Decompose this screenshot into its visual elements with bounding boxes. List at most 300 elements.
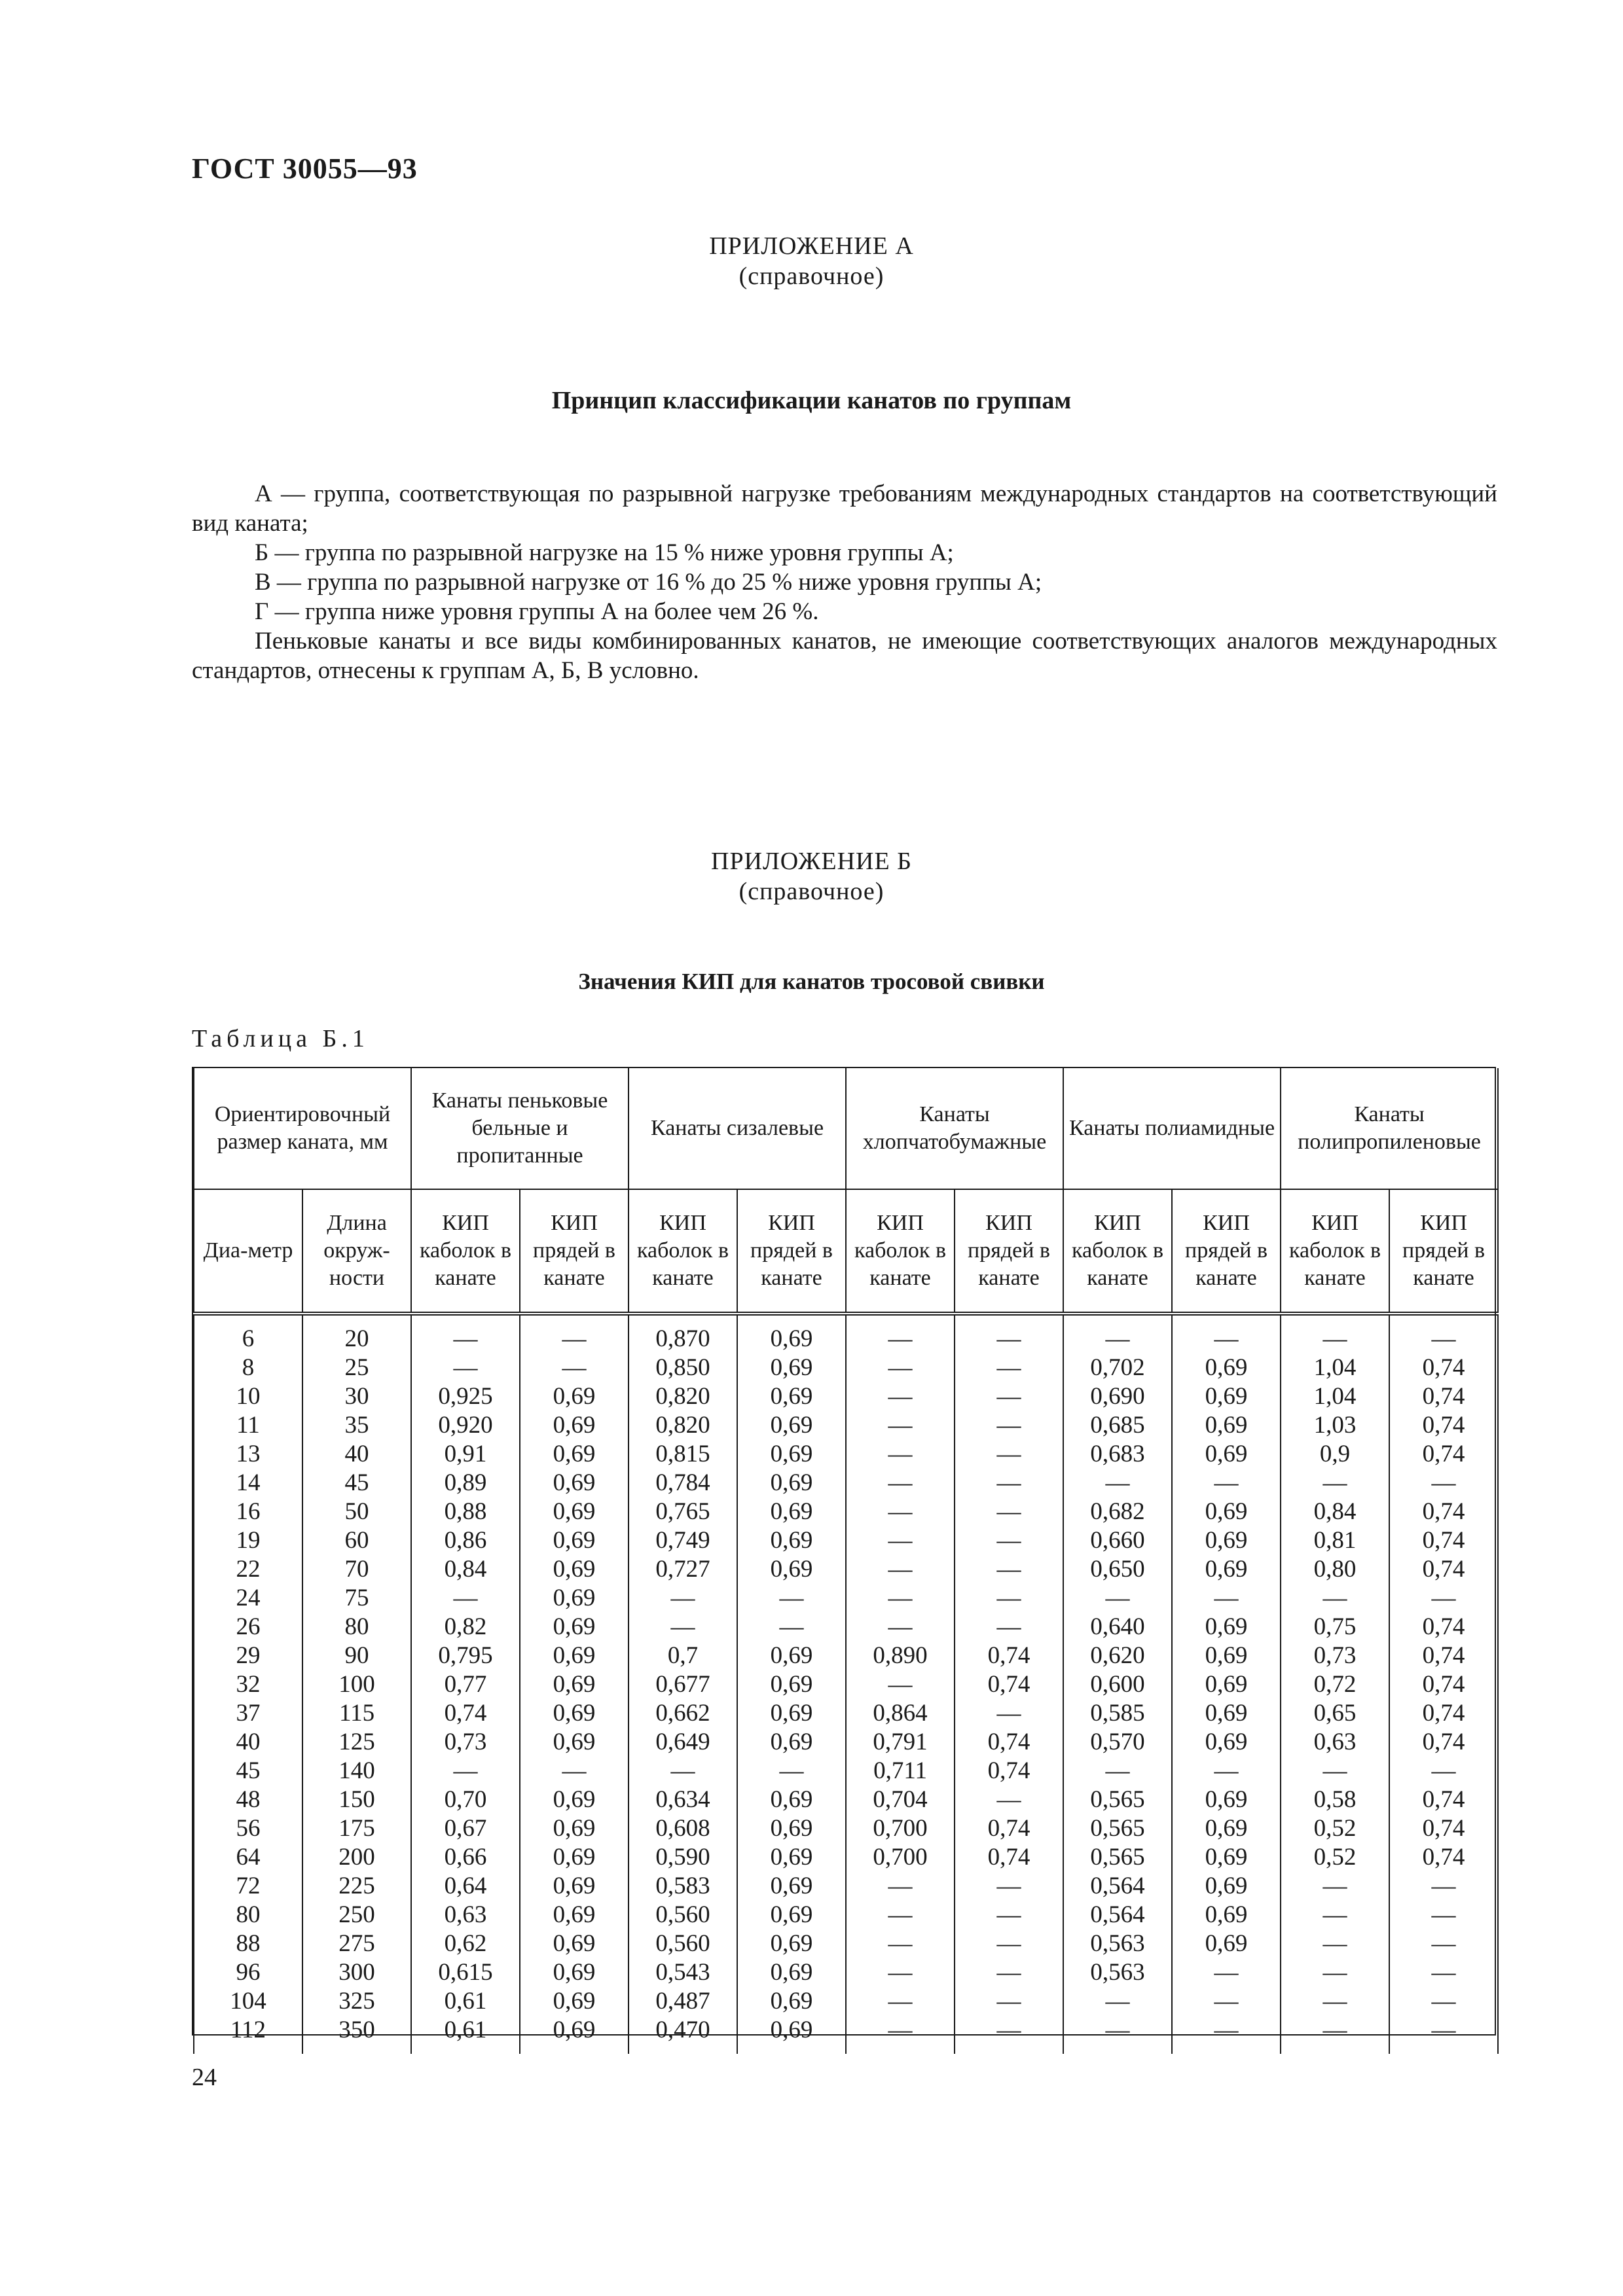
table-cell: 0,69: [737, 2016, 846, 2045]
paragraph: А — группа, соответствующая по разрывной нагрузке требованиям международных стандартов на соответствующий вид каната;: [192, 480, 1497, 537]
table-cell: —: [411, 1354, 520, 1382]
appendix-a-subtitle: (справочное): [739, 262, 884, 290]
table-cell: 0,69: [1172, 1555, 1281, 1584]
table-cell: 80: [194, 1901, 302, 1929]
table-cell: 0,727: [629, 1555, 737, 1584]
table-row: [194, 1958, 1498, 1987]
table-cell: 0,69: [520, 1555, 629, 1584]
table-cell: 0,64: [411, 1872, 520, 1901]
table-cell: 0,662: [629, 1699, 737, 1728]
table-cell: —: [955, 1411, 1063, 1440]
table-row: [194, 1641, 1498, 1670]
table-spacer-cell: [194, 1314, 302, 1325]
table-cell: —: [846, 1440, 955, 1469]
table-cell: —: [411, 1325, 520, 1354]
table-cell: —: [846, 1498, 955, 1526]
table-cell: 0,563: [1063, 1929, 1172, 1958]
table-cell: 0,74: [1389, 1641, 1498, 1670]
table-cell: 0,820: [629, 1411, 737, 1440]
table-spacer-cell: [737, 2045, 846, 2054]
table-cell: 0,74: [1389, 1555, 1498, 1584]
table-sub-header: КИП каболок в канате: [1063, 1189, 1172, 1314]
table-cell: 0,683: [1063, 1440, 1172, 1469]
table-cell: 0,69: [520, 1901, 629, 1929]
table-cell: 0,69: [737, 1469, 846, 1498]
table-cell: 0,69: [737, 1901, 846, 1929]
table-row: [194, 1440, 1498, 1469]
table-cell: 0,82: [411, 1613, 520, 1641]
table-cell: —: [955, 1613, 1063, 1641]
table-spacer-cell: [411, 2045, 520, 2054]
table-cell: 0,600: [1063, 1670, 1172, 1699]
table-cell: —: [1389, 1929, 1498, 1958]
table-cell: —: [520, 1354, 629, 1382]
table-cell: 0,69: [737, 1440, 846, 1469]
table-sub-header: Диа-метр: [194, 1189, 302, 1314]
table-cell: 0,69: [520, 1872, 629, 1901]
table-cell: —: [955, 1929, 1063, 1958]
table-group-header: Канаты полипропиленовые: [1281, 1068, 1498, 1189]
table-cell: —: [846, 1411, 955, 1440]
table-cell: —: [1389, 1584, 1498, 1613]
table-spacer-row: [194, 2045, 1498, 2054]
table-cell: 0,80: [1281, 1555, 1389, 1584]
table-cell: —: [411, 1757, 520, 1785]
table-cell: —: [1281, 1872, 1389, 1901]
table-cell: 0,69: [1172, 1785, 1281, 1814]
table-cell: 0,560: [629, 1901, 737, 1929]
table-spacer-cell: [1172, 1314, 1281, 1325]
table-cell: 0,711: [846, 1757, 955, 1785]
table-cell: —: [955, 2016, 1063, 2045]
table-row: [194, 1584, 1498, 1613]
page-number: 24: [192, 2064, 217, 2091]
appendix-b-title: ПРИЛОЖЕНИЕ Б: [711, 848, 912, 875]
table-cell: 0,74: [1389, 1843, 1498, 1872]
table-cell: 60: [302, 1526, 411, 1555]
table-row: [194, 1325, 1498, 1354]
table-cell: 1,04: [1281, 1382, 1389, 1411]
table-cell: 19: [194, 1526, 302, 1555]
table-cell: 0,470: [629, 2016, 737, 2045]
table-cell: —: [1063, 1325, 1172, 1354]
table-cell: —: [1281, 1757, 1389, 1785]
table-spacer-cell: [629, 1314, 737, 1325]
table-cell: 0,69: [1172, 1440, 1281, 1469]
table-cell: 0,9: [1281, 1440, 1389, 1469]
table-cell: 0,583: [629, 1872, 737, 1901]
table-sub-header: КИП каболок в канате: [411, 1189, 520, 1314]
table-cell: 0,69: [737, 1325, 846, 1354]
table-cell: 35: [302, 1411, 411, 1440]
table-cell: 0,69: [1172, 1843, 1281, 1872]
table-cell: 0,570: [1063, 1728, 1172, 1757]
table-cell: —: [1389, 1469, 1498, 1498]
table-cell: 0,69: [520, 1411, 629, 1440]
table-cell: 70: [302, 1555, 411, 1584]
table-row: [194, 1785, 1498, 1814]
table-cell: 0,84: [411, 1555, 520, 1584]
table-cell: —: [1281, 1987, 1389, 2016]
table-cell: 0,565: [1063, 1843, 1172, 1872]
table-group-header: Ориентировочный размер каната, мм: [194, 1068, 411, 1189]
table-cell: 0,660: [1063, 1526, 1172, 1555]
table-cell: 0,74: [1389, 1613, 1498, 1641]
table-cell: —: [1281, 1325, 1389, 1354]
table-cell: —: [1281, 1958, 1389, 1987]
table-row: [194, 1382, 1498, 1411]
paragraph: В — группа по разрывной нагрузке от 16 % до 25 % ниже уровня группы А;: [255, 569, 1042, 596]
table-spacer-cell: [1389, 2045, 1498, 2054]
table-cell: 0,690: [1063, 1382, 1172, 1411]
table-cell: —: [411, 1584, 520, 1613]
table-row: [194, 1555, 1498, 1584]
table-cell: —: [955, 1382, 1063, 1411]
table-cell: 125: [302, 1728, 411, 1757]
table-cell: 37: [194, 1699, 302, 1728]
table-cell: —: [955, 1958, 1063, 1987]
table-cell: —: [955, 1584, 1063, 1613]
table-cell: —: [955, 1785, 1063, 1814]
table-cell: —: [846, 1584, 955, 1613]
table-cell: —: [1281, 1901, 1389, 1929]
table-cell: 0,850: [629, 1354, 737, 1382]
table-cell: 0,65: [1281, 1699, 1389, 1728]
table-row: [194, 1469, 1498, 1498]
table-cell: —: [846, 1613, 955, 1641]
table-cell: 45: [302, 1469, 411, 1498]
table-cell: 0,69: [1172, 1382, 1281, 1411]
table-cell: 0,791: [846, 1728, 955, 1757]
table-row: [194, 1901, 1498, 1929]
table-cell: 0,69: [520, 2016, 629, 2045]
table-cell: 72: [194, 1872, 302, 1901]
table-cell: 112: [194, 2016, 302, 2045]
table-cell: 26: [194, 1613, 302, 1641]
table-cell: 0,543: [629, 1958, 737, 1987]
table-cell: 0,74: [411, 1699, 520, 1728]
table-cell: 0,820: [629, 1382, 737, 1411]
table-cell: —: [1389, 1325, 1498, 1354]
table-sub-header: КИП прядей в канате: [520, 1189, 629, 1314]
table-cell: —: [955, 1526, 1063, 1555]
appendix-a-title: ПРИЛОЖЕНИЕ А: [709, 232, 914, 260]
table-sub-header: КИП прядей в канате: [1389, 1189, 1498, 1314]
table-cell: 1,03: [1281, 1411, 1389, 1440]
table-cell: 0,74: [1389, 1382, 1498, 1411]
table-cell: 0,69: [520, 1699, 629, 1728]
table-cell: —: [629, 1584, 737, 1613]
table-cell: 0,74: [1389, 1526, 1498, 1555]
table-cell: 0,765: [629, 1498, 737, 1526]
table-cell: —: [955, 1901, 1063, 1929]
table-cell: 0,69: [737, 1958, 846, 1987]
table-cell: 0,864: [846, 1699, 955, 1728]
table-cell: 0,650: [1063, 1555, 1172, 1584]
table-cell: 0,74: [955, 1670, 1063, 1699]
table-cell: 8: [194, 1354, 302, 1382]
table-cell: 0,69: [520, 1584, 629, 1613]
table-cell: 0,682: [1063, 1498, 1172, 1526]
table-cell: —: [1281, 1584, 1389, 1613]
table-cell: 0,69: [737, 1411, 846, 1440]
table-cell: 0,564: [1063, 1872, 1172, 1901]
table-spacer-row: [194, 1314, 1498, 1325]
table-cell: —: [846, 1382, 955, 1411]
table-cell: 0,69: [737, 1354, 846, 1382]
table-cell: 22: [194, 1555, 302, 1584]
table-cell: —: [846, 1901, 955, 1929]
table-cell: 0,69: [520, 1843, 629, 1872]
table-cell: 0,608: [629, 1814, 737, 1843]
table-spacer-cell: [846, 2045, 955, 2054]
appendix-b-subtitle: (справочное): [739, 878, 884, 905]
table-cell: 0,74: [955, 1757, 1063, 1785]
table-cell: 0,700: [846, 1814, 955, 1843]
table-cell: —: [520, 1757, 629, 1785]
table-cell: 90: [302, 1641, 411, 1670]
table-cell: —: [955, 1325, 1063, 1354]
table-cell: 0,69: [1172, 1354, 1281, 1382]
table-row: [194, 1498, 1498, 1526]
table-cell: 0,69: [1172, 1670, 1281, 1699]
table-cell: 0,61: [411, 2016, 520, 2045]
table-cell: 0,69: [1172, 1498, 1281, 1526]
appendix-a-heading: Принцип классификации канатов по группам: [551, 387, 1072, 414]
table-cell: 0,69: [1172, 1872, 1281, 1901]
table-cell: 175: [302, 1814, 411, 1843]
table-cell: 0,66: [411, 1843, 520, 1872]
table-cell: 0,58: [1281, 1785, 1389, 1814]
table-cell: 0,62: [411, 1929, 520, 1958]
table-cell: 0,74: [1389, 1785, 1498, 1814]
kip-table: [192, 1067, 1496, 2043]
table-cell: —: [955, 1555, 1063, 1584]
table-cell: 0,564: [1063, 1901, 1172, 1929]
table-group-header: Канаты полиамидные: [1063, 1068, 1281, 1189]
table-spacer-cell: [955, 2045, 1063, 2054]
table-spacer-cell: [411, 1314, 520, 1325]
table-cell: 0,560: [629, 1929, 737, 1958]
table-cell: 0,590: [629, 1843, 737, 1872]
table-cell: 0,88: [411, 1498, 520, 1526]
table-cell: 0,81: [1281, 1526, 1389, 1555]
table-cell: 0,620: [1063, 1641, 1172, 1670]
table-cell: 115: [302, 1699, 411, 1728]
table-cell: 0,69: [1172, 1728, 1281, 1757]
table-cell: —: [955, 1354, 1063, 1382]
table-cell: —: [1389, 2016, 1498, 2045]
table-cell: 0,69: [737, 1872, 846, 1901]
table-cell: 40: [194, 1728, 302, 1757]
table-sub-header: КИП прядей в канате: [955, 1189, 1063, 1314]
table-cell: 0,75: [1281, 1613, 1389, 1641]
table-row: [194, 1843, 1498, 1872]
table-sub-header: КИП прядей в канате: [737, 1189, 846, 1314]
table-sub-header: Длина окруж-ности: [302, 1189, 411, 1314]
table-cell: 0,69: [520, 1670, 629, 1699]
table-cell: 0,565: [1063, 1785, 1172, 1814]
table-cell: 0,563: [1063, 1958, 1172, 1987]
paragraph: Б — группа по разрывной нагрузке на 15 % ниже уровня группы А;: [255, 539, 954, 566]
table-cell: 0,69: [1172, 1613, 1281, 1641]
paragraph: Г — группа ниже уровня группы А на более чем 26 %.: [255, 598, 819, 625]
table-cell: 150: [302, 1785, 411, 1814]
table-row: [194, 1670, 1498, 1699]
table-cell: —: [846, 1929, 955, 1958]
table-cell: 0,702: [1063, 1354, 1172, 1382]
table-cell: 0,86: [411, 1526, 520, 1555]
table-cell: 0,74: [1389, 1670, 1498, 1699]
table-cell: 0,69: [737, 1670, 846, 1699]
table-cell: 0,52: [1281, 1814, 1389, 1843]
table-cell: 0,72: [1281, 1670, 1389, 1699]
table-row: [194, 1411, 1498, 1440]
table-spacer-cell: [1281, 2045, 1389, 2054]
table-cell: —: [520, 1325, 629, 1354]
table-spacer-cell: [1063, 2045, 1172, 2054]
table-cell: 140: [302, 1757, 411, 1785]
table-cell: 0,749: [629, 1526, 737, 1555]
table-cell: 0,815: [629, 1440, 737, 1469]
table-cell: 300: [302, 1958, 411, 1987]
table-row: [194, 1814, 1498, 1843]
table-cell: 14: [194, 1469, 302, 1498]
table-cell: 0,784: [629, 1469, 737, 1498]
table-cell: 64: [194, 1843, 302, 1872]
table-spacer-cell: [846, 1314, 955, 1325]
table-cell: 0,69: [520, 1613, 629, 1641]
table-cell: 0,69: [520, 1728, 629, 1757]
table-cell: 75: [302, 1584, 411, 1613]
table-cell: —: [1172, 1584, 1281, 1613]
table-cell: —: [955, 1498, 1063, 1526]
table-cell: 0,615: [411, 1958, 520, 1987]
table-row: [194, 1872, 1498, 1901]
table-cell: 56: [194, 1814, 302, 1843]
appendix-a-body: [192, 479, 1497, 685]
table-cell: 29: [194, 1641, 302, 1670]
table-cell: —: [955, 1987, 1063, 2016]
table-cell: —: [955, 1872, 1063, 1901]
table-cell: 50: [302, 1498, 411, 1526]
table-cell: —: [846, 1872, 955, 1901]
table-cell: 1,04: [1281, 1354, 1389, 1382]
table-cell: 0,69: [737, 1526, 846, 1555]
table-cell: 0,69: [1172, 1929, 1281, 1958]
table-cell: 0,70: [411, 1785, 520, 1814]
table-cell: 0,704: [846, 1785, 955, 1814]
table-cell: 0,69: [520, 1785, 629, 1814]
table-cell: 0,795: [411, 1641, 520, 1670]
table-spacer-cell: [1389, 1314, 1498, 1325]
table-cell: 0,69: [520, 1958, 629, 1987]
table-cell: 0,685: [1063, 1411, 1172, 1440]
table-cell: 0,69: [737, 1929, 846, 1958]
table-spacer-cell: [737, 1314, 846, 1325]
table-cell: 0,69: [737, 1498, 846, 1526]
table-cell: —: [1389, 1872, 1498, 1901]
table-cell: 0,73: [411, 1728, 520, 1757]
table-row: [194, 2016, 1498, 2045]
table-cell: 30: [302, 1382, 411, 1411]
table-row: [194, 1354, 1498, 1382]
table-spacer-cell: [194, 2045, 302, 2054]
table-cell: 6: [194, 1325, 302, 1354]
table-sub-header: КИП каболок в канате: [846, 1189, 955, 1314]
table-group-header-row: [194, 1068, 1498, 1189]
table-cell: 0,487: [629, 1987, 737, 2016]
table-cell: 0,890: [846, 1641, 955, 1670]
table-cell: 24: [194, 1584, 302, 1613]
table-cell: 0,74: [1389, 1498, 1498, 1526]
table-sub-header: КИП каболок в канате: [1281, 1189, 1389, 1314]
table-cell: 104: [194, 1987, 302, 2016]
table-cell: 0,67: [411, 1814, 520, 1843]
appendix-b-heading: Значения КИП для канатов тросовой свивки: [578, 969, 1045, 994]
table-cell: —: [846, 1670, 955, 1699]
table-cell: —: [1389, 1958, 1498, 1987]
table-cell: 0,69: [737, 1785, 846, 1814]
table-cell: 100: [302, 1670, 411, 1699]
table-cell: —: [1172, 2016, 1281, 2045]
table-cell: —: [846, 1958, 955, 1987]
table-cell: —: [629, 1613, 737, 1641]
table-cell: 0,69: [737, 1555, 846, 1584]
table-cell: —: [846, 2016, 955, 2045]
table-sub-header: КИП каболок в канате: [629, 1189, 737, 1314]
table-cell: 0,700: [846, 1843, 955, 1872]
table-spacer-cell: [520, 1314, 629, 1325]
table-cell: —: [846, 1354, 955, 1382]
table-cell: 20: [302, 1325, 411, 1354]
table-cell: 0,69: [1172, 1641, 1281, 1670]
table-cell: —: [1389, 1757, 1498, 1785]
table-spacer-cell: [1172, 2045, 1281, 2054]
table-cell: 0,69: [520, 1814, 629, 1843]
table-spacer-cell: [302, 1314, 411, 1325]
kip-table-grid: [193, 1068, 1499, 2054]
table-row: [194, 1699, 1498, 1728]
table-cell: —: [1172, 1987, 1281, 2016]
table-cell: —: [1389, 1901, 1498, 1929]
table-cell: 0,74: [1389, 1699, 1498, 1728]
table-row: [194, 1526, 1498, 1555]
table-cell: —: [1063, 1987, 1172, 2016]
table-cell: 88: [194, 1929, 302, 1958]
table-cell: 40: [302, 1440, 411, 1469]
table-cell: 16: [194, 1498, 302, 1526]
table-sub-header: КИП прядей в канате: [1172, 1189, 1281, 1314]
table-cell: 0,69: [520, 1641, 629, 1670]
table-cell: —: [1172, 1757, 1281, 1785]
table-cell: 0,69: [520, 1440, 629, 1469]
table-body: [194, 1314, 1498, 2054]
table-cell: —: [737, 1757, 846, 1785]
table-cell: 250: [302, 1901, 411, 1929]
table-cell: 0,91: [411, 1440, 520, 1469]
table-cell: 32: [194, 1670, 302, 1699]
table-cell: 0,69: [520, 1929, 629, 1958]
table-cell: 25: [302, 1354, 411, 1382]
table-cell: 10: [194, 1382, 302, 1411]
table-cell: 0,73: [1281, 1641, 1389, 1670]
table-cell: 0,63: [411, 1901, 520, 1929]
table-cell: —: [955, 1699, 1063, 1728]
table-cell: —: [846, 1987, 955, 2016]
table-row: [194, 1929, 1498, 1958]
paragraph: Пеньковые канаты и все виды комбинированных канатов, не имеющие соответствующих аналогов международных стандартов, отнесены к группам А, Б, В условно.: [192, 628, 1497, 684]
